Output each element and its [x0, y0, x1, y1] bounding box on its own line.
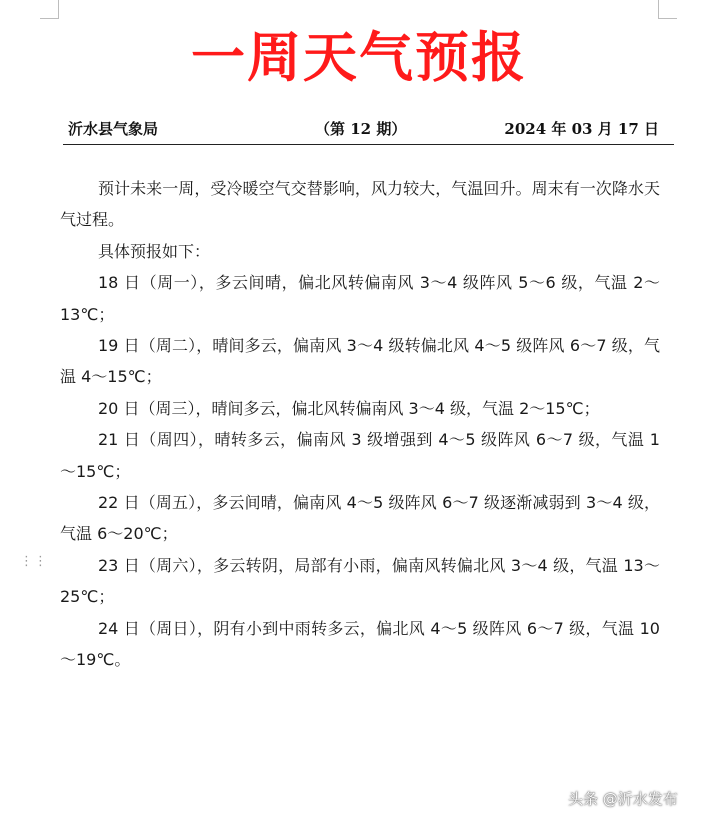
source-watermark: 头条 @沂水发布: [568, 790, 678, 808]
paragraph-intro: 具体预报如下：: [98, 241, 211, 261]
paragraph-day-20: 20 日（周三），晴间多云，偏北风转偏南风 3～4 级，气温 2～15℃；: [98, 398, 600, 418]
paragraph-day-24: 24 日（周日），阴有小到中雨转多云，偏北风 4～5 级阵风 6～7 级，气温 10～19℃。: [60, 618, 660, 670]
document-header: [63, 116, 659, 140]
paragraph-day-23: 23 日（周六），多云转阴，局部有小雨，偏南风转偏北风 3～4 级，气温 13～25℃；: [60, 555, 660, 607]
page-corner-mark-right: [658, 0, 677, 19]
paragraph-day-18: 18 日（周一），多云间晴，偏北风转偏南风 3～4 级阵风 5～6 级，气温 2～13℃；: [60, 273, 660, 324]
paragraph-summary: 预计未来一周，受冷暖空气交替影响，风力较大，气温回升。周末有一次降水天气过程。: [60, 179, 660, 230]
header-date: 2024 年 03 月 17 日: [504, 120, 659, 138]
header-issue-number: （第 12 期）: [315, 120, 407, 138]
document-title: 一周天气预报: [191, 25, 527, 89]
header-organization: 沂水县气象局: [68, 120, 159, 138]
drag-handle-icon[interactable]: ⋮⋮: [20, 554, 48, 569]
header-divider: [63, 144, 674, 145]
paragraph-day-19: 19 日（周二），晴间多云，偏南风 3～4 级转偏北风 4～5 级阵风 6～7 级，气温 4～15℃；: [60, 336, 660, 387]
page-corner-mark-left: [40, 0, 59, 19]
paragraph-day-22: 22 日（周五），多云间晴，偏南风 4～5 级阵风 6～7 级逐渐减弱到 3～4 级，气温 6～20℃；: [60, 493, 660, 544]
document-body[interactable]: [60, 173, 660, 676]
paragraph-day-21: 21 日（周四），晴转多云，偏南风 3 级增强到 4～5 级阵风 6～7 级，气温 1～15℃；: [60, 430, 660, 481]
